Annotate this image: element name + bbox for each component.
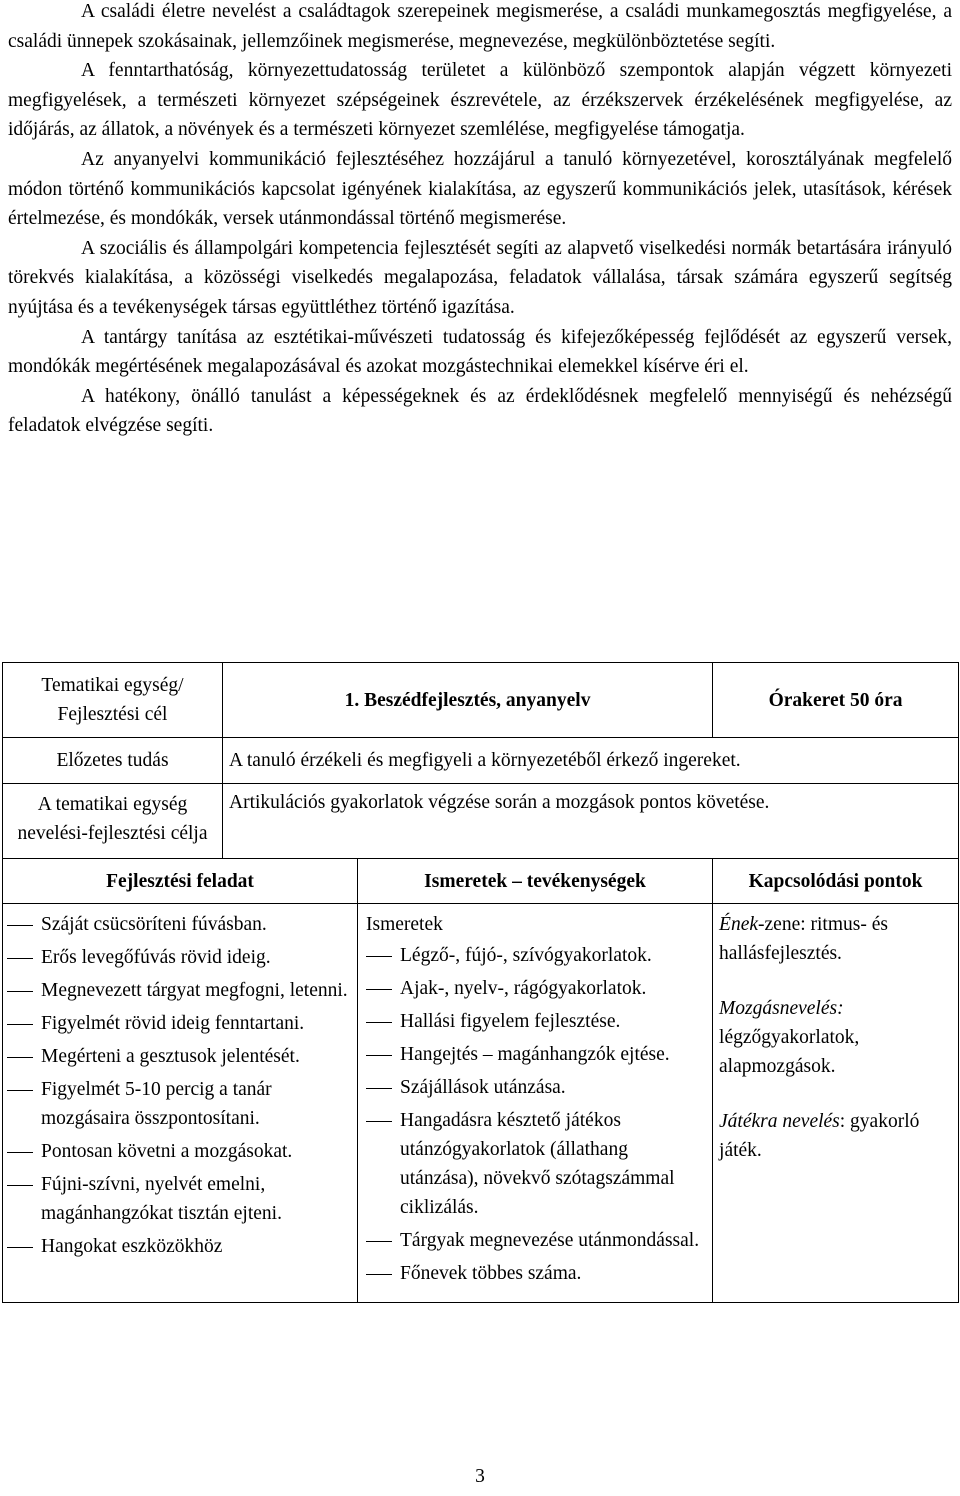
paragraph-native-language: Az anyanyelvi kommunikáció fejlesztéséhez hozzájárul a tanuló környezetével, korosztályának megfelelő módon történő kommunikációs kapcsolat igényének kialakítása, az egyszerű kommunikációs jelek, utasítások, kérések értelmezése, és mondókák, versek utánmondással történő megismerése. [8,148,952,230]
list-item: Hangadásra késztető játékos utánzógyakorlatok (állathang utánzása), növekvő szótagszámmal ciklizálás. [362,1106,704,1222]
hours-budget: Órakeret 50 óra [713,663,959,738]
list-item: Hallási figyelem fejlesztése. [362,1007,704,1036]
page-number: 3 [475,1466,485,1487]
connection-detail: -zene: ritmus- és hallásfejlesztés. [719,914,888,964]
list-item: Erős levegőfúvás rövid ideig. [3,943,353,972]
list-item: Fújni-szívni, nyelvét emelni, magánhangzókat tisztán ejteni. [3,1170,353,1228]
list-item: Figyelmét 5-10 percig a tanár mozgásaira összpontosítani. [3,1075,353,1133]
prior-knowledge-text: A tanuló érzékeli és megfigyeli a környezetéből érkező ingereket. [223,738,959,784]
connection-detail: : gyakorló játék. [719,1111,920,1161]
paragraph-social-competence: A szociális és állampolgári kompetencia fejlesztését segíti az alapvető viselkedési normák betartására irányuló törekvés kialakítása, a közösségi viselkedés megalapozása, feladatok vállalása, társak számára egyszerű segítség nyújtása és a tevékenységek társas együttléthez történő igazítása. [8,237,952,318]
body-text [8,0,952,441]
prior-knowledge-row [3,738,959,784]
unit-label-cell [3,663,223,738]
connection-subject: Ének [719,914,759,935]
connection-movement [719,994,952,1081]
knowledge-list [362,941,708,1288]
list-item: Hangokat eszközökhöz [3,1232,353,1261]
connection-detail: légzőgyakorlatok, alapmozgások. [719,1027,860,1077]
connection-play [719,1107,952,1165]
list-item: Hangejtés – magánhangzók ejtése. [362,1040,704,1069]
paragraph-family-life: A családi életre nevelést a családtagok szerepeinek megismerése, a családi munkamegosztás megfigyelése, a családi ünnepek szokásainak, jellemzőinek megismerése, megnevezése, megkülönböztetése segíti. [8,1,952,52]
list-item: Pontosan követni a mozgásokat. [3,1137,353,1166]
prior-knowledge-label: Előzetes tudás [3,738,223,784]
tasks-cell [3,904,358,1303]
col-header-tasks: Fejlesztési feladat [3,859,358,904]
content-row [3,904,959,1303]
list-item: Tárgyak megnevezése utánmondással. [362,1226,704,1255]
connection-subject: Mozgásnevelés: [719,998,844,1019]
list-item: Főnevek többes száma. [362,1259,704,1288]
list-item: Szájállások utánzása. [362,1073,704,1102]
column-header-row [3,859,959,904]
list-item: Megnevezett tárgyat megfogni, letenni. [3,976,353,1005]
list-item: Száját csücsöríteni fúvásban. [3,910,353,939]
list-item: Figyelmét rövid ideig fenntartani. [3,1009,353,1038]
paragraph-learning: A hatékony, önálló tanulást a képességeknek és az érdeklődésnek megfelelő mennyiségű és nehézségű feladatok elvégzése segíti. [8,385,952,437]
connection-subject: Játékra nevelés [719,1111,840,1132]
knowledge-heading: Ismeretek [366,914,443,935]
unit-label-line1: Tematikai egység/ [41,675,184,696]
col-header-knowledge: Ismeretek – tevékenységek [358,859,713,904]
list-item: Ajak-, nyelv-, rágógyakorlatok. [362,974,704,1003]
paragraph-sustainability: A fenntarthatóság, környezettudatosság területet a különböző szempontok alapján végzett környezeti megfigyelések, a természeti környezet szépségeinek észrevétele, az érzékszervek érzékelésének megfigyelése, az időjárás, az állatok, a növények és a természeti környezet szemlélése, megfigyelése támogatja. [8,60,952,141]
knowledge-cell [358,904,713,1303]
goal-text: Artikulációs gyakorlatok végzése során a mozgások pontos követése. [223,784,959,859]
connections-cell [713,904,959,1303]
col-header-connections: Kapcsolódási pontok [713,859,959,904]
list-item: Megérteni a gesztusok jelentését. [3,1042,353,1071]
unit-title: 1. Beszédfejlesztés, anyanyelv [223,663,713,738]
goal-label: A tematikai egység nevelési-fejlesztési célja [3,784,223,859]
connection-music [719,910,952,968]
list-item: Légző-, fújó-, szívógyakorlatok. [362,941,704,970]
goal-row [3,784,959,859]
paragraph-aesthetic: A tantárgy tanítása az esztétikai-művészeti tudatosság és kifejezőképesség fejlődését az egyszerű versek, mondókák megértésének megalapozásával és azokat mozgástechnikai elemekkel kísérve éri el. [8,326,952,378]
unit-label-line2: Fejlesztési cél [57,704,168,725]
unit-header-row [3,663,959,738]
thematic-unit-table [2,662,959,1303]
task-list [3,904,357,1275]
